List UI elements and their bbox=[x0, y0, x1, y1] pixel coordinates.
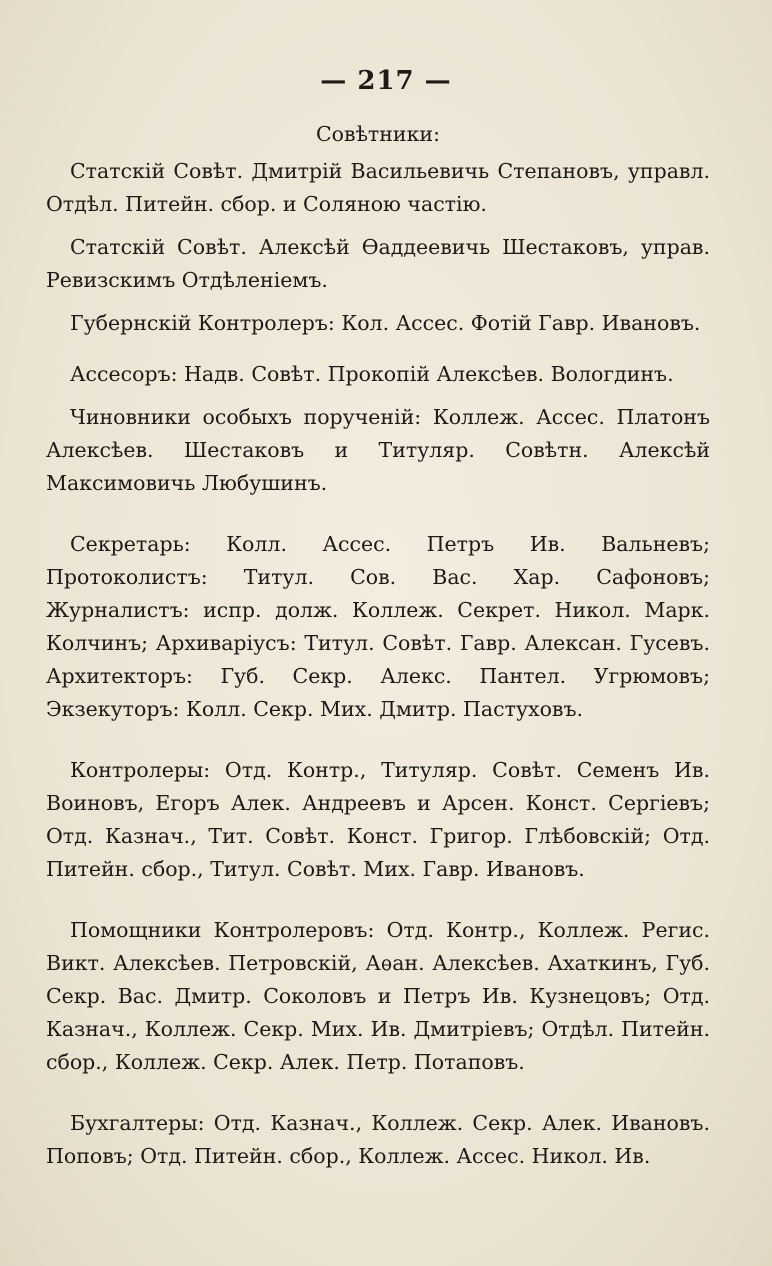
paragraph: Ассесоръ: Надв. Совѣт. Прокопій Алексѣев. Вологдинъ. bbox=[70, 362, 674, 386]
section-heading: Совѣтники: bbox=[316, 122, 440, 146]
paragraph: Бухгалтеры: Отд. Казнач., Коллеж. Секр. Алек. Ивановъ. Поповъ; Отд. Питейн. сбор., Коллеж. Ассес. Никол. Ив. bbox=[46, 1111, 710, 1168]
paragraph: Статскій Совѣт. Дмитрій Васильевичь Степановъ, управл. Отдѣл. Питейн. сбор. и Соляною частію. bbox=[46, 159, 710, 216]
paragraph: Чиновники особыхъ порученій: Коллеж. Ассес. Платонъ Алексѣев. Шестаковъ и Титуляр. Совѣтн. Алексѣй Максимовичь Любушинъ. bbox=[46, 405, 710, 495]
page-number: — 217 — bbox=[320, 66, 452, 96]
paragraph: Помощники Контролеровъ: Отд. Контр., Коллеж. Регис. Викт. Алексѣев. Петровскій, Аѳан. Алексѣев. Ахаткинъ, Губ. Секр. Вас. Дмитр. Соколовъ и Петръ Ив. Кузнецовъ; Отд. Казнач., Коллеж. Секр. Мих. Ив. Дмитріевъ; Отдѣл. Питейн. сбор., Коллеж. Секр. Алек. Петр. Потаповъ. bbox=[46, 918, 710, 1074]
paragraph: Статскій Совѣт. Алексѣй Ѳаддеевичь Шестаковъ, управ. Ревизскимъ Отдѣленіемъ. bbox=[46, 235, 710, 292]
paragraph: Контролеры: Отд. Контр., Титуляр. Совѣт. Семенъ Ив. Воиновъ, Егоръ Алек. Андреевъ и Арсен. Конст. Сергіевъ; Отд. Казнач., Тит. Совѣт. Конст. Григор. Глѣбовскій; Отд. Питейн. сбор., Титул. Совѣт. Мих. Гавр. Ивановъ. bbox=[46, 758, 710, 881]
paragraph: Секретарь: Колл. Ассес. Петръ Ив. Вальневъ; Протоколистъ: Титул. Сов. Вас. Хар. Сафоновъ; Журналистъ: испр. долж. Коллеж. Секрет. Никол. Марк. Колчинъ; Архиваріусъ: Титул. Совѣт. Гавр. Алексан. Гусевъ. Архитекторъ: Губ. Секр. Алекс. Пантел. Угрюмовъ; Экзекуторъ: Колл. Секр. Мих. Дмитр. Пастуховъ. bbox=[46, 532, 710, 721]
page-text bbox=[46, 118, 710, 1173]
paragraph: Губернскій Контролеръ: Кол. Ассес. Фотій Гавр. Ивановъ. bbox=[70, 311, 701, 335]
